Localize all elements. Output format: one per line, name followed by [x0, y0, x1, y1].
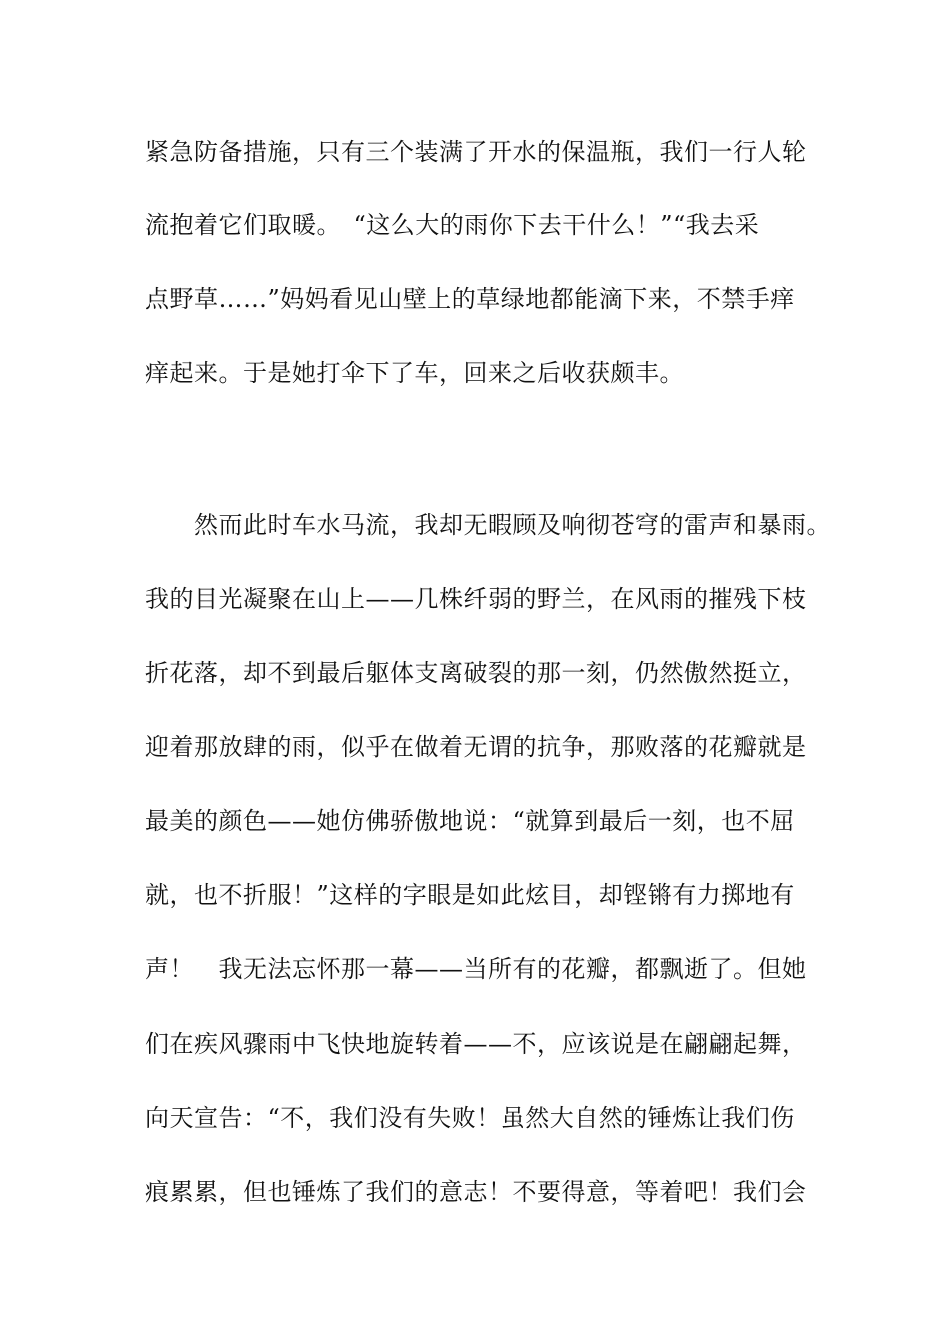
text-line: 痕累累，但也锤炼了我们的意志！不要得意，等着吧！我们会	[145, 1178, 807, 1206]
text-line: 们在疾风骤雨中飞快地旋转着——不，应该说是在翩翩起舞，	[145, 1030, 807, 1058]
text-line: 就，也不折服！”这样的字眼是如此炫目，却铿锵有力掷地有	[145, 881, 795, 909]
text-line: 流抱着它们取暖。 “这么大的雨你下去干什么！”“我去采	[145, 211, 760, 239]
text-line: 折花落，却不到最后躯体支离破裂的那一刻，仍然傲然挺立，	[145, 659, 807, 687]
text-line: 紧急防备措施，只有三个装满了开水的保温瓶，我们一行人轮	[145, 138, 807, 166]
text-line: 最美的颜色——她仿佛骄傲地说：“就算到最后一刻，也不屈	[145, 807, 795, 835]
text-line: 向天宣告：“不，我们没有失败！虽然大自然的锤炼让我们伤	[145, 1104, 795, 1132]
text-line: 声！ 我无法忘怀那一幕——当所有的花瓣，都飘逝了。但她	[145, 955, 807, 983]
text-line: 然而此时车水马流，我却无暇顾及响彻苍穹的雷声和暴雨。	[145, 511, 831, 539]
text-line: 迎着那放肆的雨，似乎在做着无谓的抗争，那败落的花瓣就是	[145, 733, 807, 761]
text-line: 点野草……”妈妈看见山壁上的草绿地都能滴下来，不禁手痒	[145, 285, 795, 313]
text-line: 我的目光凝聚在山上——几株纤弱的野兰，在风雨的摧残下枝	[145, 585, 807, 613]
text-line: 痒起来。于是她打伞下了车，回来之后收获颇丰。	[145, 359, 684, 387]
